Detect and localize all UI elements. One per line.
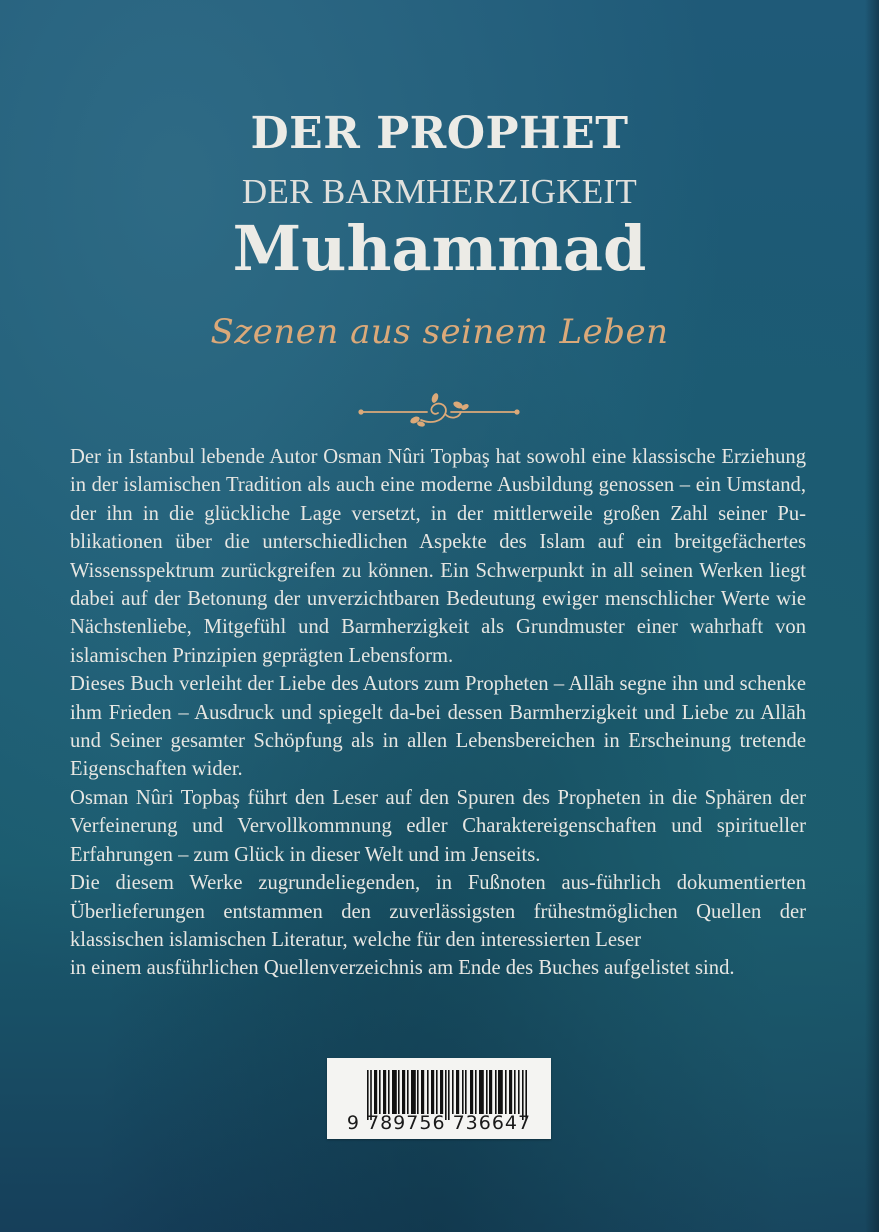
- blurb-paragraph-2: Dieses Buch verleiht der Liebe des Autors zum Propheten – Allāh segne ihn und schenke ihm Frieden – Ausdruck und spiegelt da-bei dessen Barmherzigkeit und Liebe zu Allāh und Seiner gesamter Schöpfung als in allen Lebensbereichen in Erscheinung tretende Eigenschaften wider.: [70, 673, 806, 781]
- title-line-3: Muhammad: [232, 212, 647, 285]
- subtitle: Szenen aus seinem Leben: [210, 312, 669, 352]
- title-line-2: DER BARMHERZIGKEIT: [241, 172, 638, 211]
- floral-divider-icon: [355, 392, 523, 432]
- isbn-barcode: [327, 1058, 551, 1139]
- blurb-text: [70, 443, 806, 983]
- blurb-paragraph-4: Die diesem Werke zugrundeliegenden, in Fußnoten aus-führlich dokumentierten Überlieferungen entstammen den zuverlässigsten frühestmöglichen Quellen der klassischen islamischen Literatur, welche für den interessierten Leser: [70, 872, 806, 951]
- blurb-paragraph-5: in einem ausführlichen Quellenverzeichnis am Ende des Buches aufgelistet sind.: [70, 957, 735, 980]
- blurb-paragraph-1: Der in Istanbul lebende Autor Osman Nûri Topbaş hat sowohl eine klassische Erziehung in der islamischen Tradition als auch eine moderne Ausbildung genossen – ein Umstand, der ihn in die glückliche Lage versetzt, in der mittlerweile großen Zahl seiner Pu-blikationen über die unterschiedlichen Aspekte des Islam auf ein breitgefächertes Wissensspektrum zurückgreifen zu können. Ein Schwerpunkt in all seinen Werken liegt dabei auf der Betonung der unverzichtbaren Bedeutung ewiger menschlicher Werte wie Nächstenliebe, Mitgefühl und Barmherzigkeit als Grundmuster einer wahrhaft von islamischen Prinzipien geprägten Lebensform.: [70, 446, 806, 667]
- isbn-number: 9 789756 736647: [346, 1112, 532, 1134]
- title-line-1: DER PROPHET: [250, 108, 629, 159]
- blurb-paragraph-3: Osman Nûri Topbaş führt den Leser auf den Spuren des Propheten in die Sphären der Verfeinerung und Vervollkommnung edler Charaktereigenschaften und spiritueller Erfahrungen – zum Glück in dieser Welt und im Jenseits.: [70, 786, 806, 866]
